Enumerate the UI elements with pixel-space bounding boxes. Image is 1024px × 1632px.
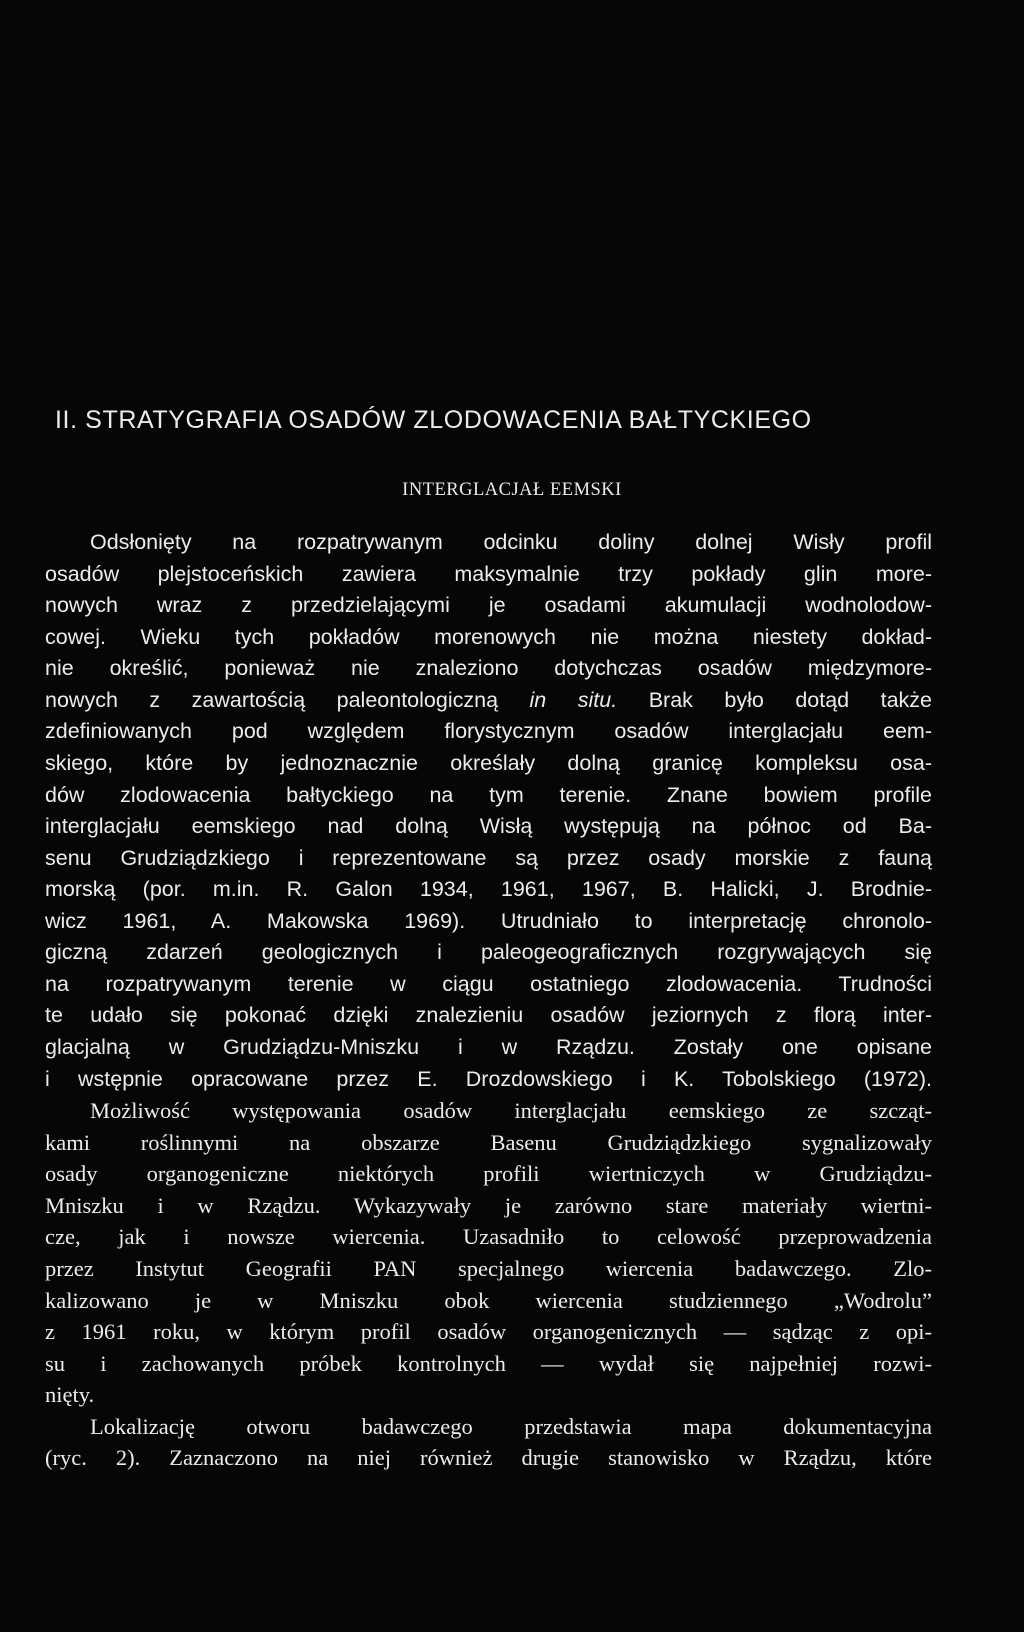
text-line: te udało się pokonać dzięki znalezieniu osadów jeziornych z florą inter-	[45, 1003, 932, 1028]
text-segment: Brak było dotąd także	[617, 687, 933, 712]
text-line	[45, 685, 932, 717]
text-line: senu Grudziądzkiego i reprezentowane są przez osady morskie z fauną	[45, 845, 932, 870]
text-line: kami roślinnymi na obszarze Basenu Grudziądzkiego sygnalizowały	[45, 1129, 932, 1155]
text-line: wicz 1961, A. Makowska 1969). Utrudniało to interpretację chronolo-	[45, 908, 932, 933]
text-line: osadów plejstoceńskich zawiera maksymalnie trzy pokłady glin more-	[45, 561, 932, 586]
text-line: Lokalizację otworu badawczego przedstawia mapa dokumentacyjna	[90, 1413, 932, 1439]
text-line: zdefiniowanych pod względem florystycznym osadów interglacjału eem-	[45, 719, 932, 744]
text-line: kalizowano je w Mniszku obok wiercenia studziennego „Wodrolu”	[45, 1287, 932, 1313]
text-line: osady organogeniczne niektórych profili wiertniczych w Grudziądzu-	[45, 1161, 932, 1187]
text-line: nięty.	[45, 1382, 95, 1408]
italic-term: in situ.	[529, 687, 618, 712]
text-line: Mniszku i w Rządzu. Wykazywały je zarówno stare materiały wiertni-	[45, 1192, 932, 1218]
text-line: przez Instytut Geografii PAN specjalnego wiercenia badawczego. Zlo-	[45, 1255, 932, 1281]
text-line: cowej. Wieku tych pokładów morenowych nie można niestety dokład-	[45, 624, 932, 649]
text-line: morską (por. m.in. R. Galon 1934, 1961, 1967, B. Halicki, J. Brodnie-	[45, 877, 932, 902]
text-line: skiego, które by jednoznacznie określały dolną granicę kompleksu osa-	[45, 750, 932, 775]
body-text	[45, 527, 932, 1474]
text-line: (ryc. 2). Zaznaczono na niej również drugie stanowisko w Rządzu, które	[45, 1445, 932, 1471]
text-line: nowych wraz z przedzielającymi je osadami akumulacji wodnolodow-	[45, 593, 932, 618]
text-line: i wstępnie opracowane przez E. Drozdowskiego i K. Tobolskiego (1972).	[45, 1066, 932, 1091]
text-segment: nowych z zawartością paleontologiczną	[45, 687, 530, 712]
text-line: z 1961 roku, w którym profil osadów organogenicznych — sądząc z opi-	[45, 1319, 932, 1345]
section-title: INTERGLACJAŁ EEMSKI	[402, 480, 622, 500]
text-line: na rozpatrywanym terenie w ciągu ostatniego zlodowacenia. Trudności	[45, 971, 932, 996]
text-line: su i zachowanych próbek kontrolnych — wydał się najpełniej rozwi-	[45, 1350, 932, 1376]
text-line: dów zlodowacenia bałtyckiego na tym terenie. Znane bowiem profile	[45, 782, 932, 807]
text-line: cze, jak i nowsze wiercenia. Uzasadniło to celowość przeprowadzenia	[45, 1224, 932, 1250]
chapter-title: II. STRATYGRAFIA OSADÓW ZLODOWACENIA BAŁTYCKIEGO	[55, 406, 812, 434]
text-line: giczną zdarzeń geologicznych i paleogeograficznych rozgrywających się	[45, 940, 932, 965]
text-line: nie określić, ponieważ nie znaleziono dotychczas osadów międzymore-	[45, 656, 932, 681]
text-line: interglacjału eemskiego nad dolną Wisłą występują na północ od Ba-	[45, 814, 932, 839]
text-line: Odsłonięty na rozpatrywanym odcinku doliny dolnej Wisły profil	[90, 530, 932, 554]
text-line: glacjalną w Grudziądzu-Mniszku i w Rządzu. Zostały one opisane	[45, 1035, 932, 1059]
text-line: Możliwość występowania osadów interglacjału eemskiego ze szcząt-	[90, 1098, 932, 1124]
